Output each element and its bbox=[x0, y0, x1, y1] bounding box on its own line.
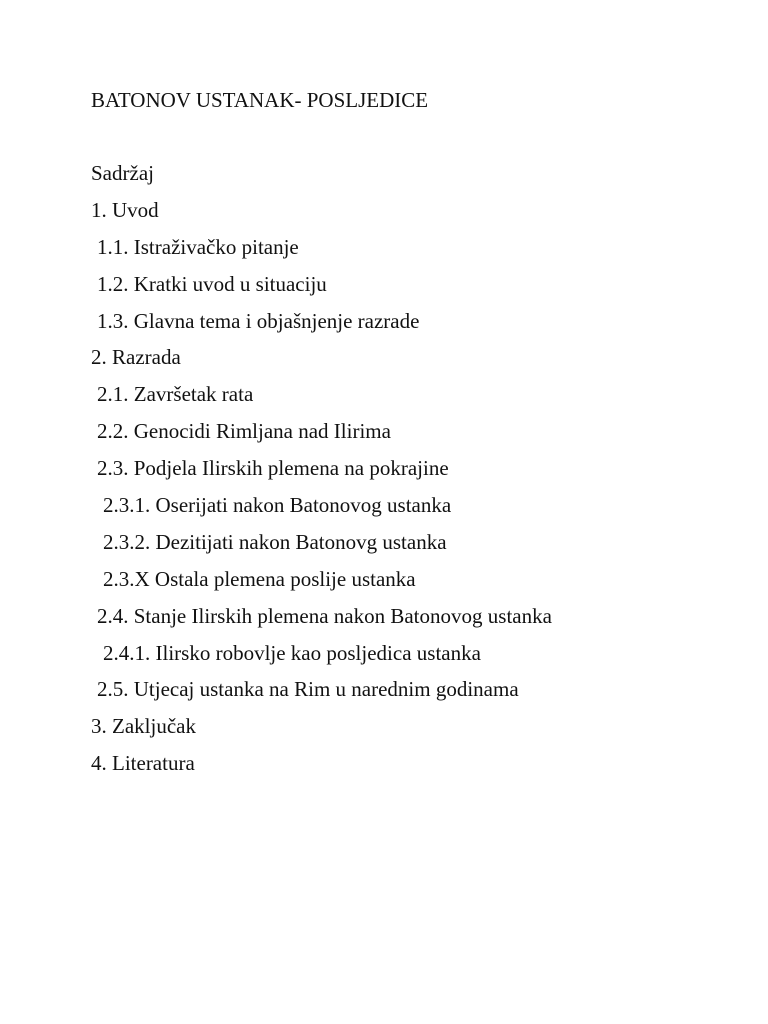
toc-item: 2.1. Završetak rata bbox=[97, 382, 254, 407]
toc-item: 1.3. Glavna tema i objašnjenje razrade bbox=[97, 308, 420, 333]
toc-item: 2.2. Genocidi Rimljana nad Ilirima bbox=[97, 419, 391, 444]
toc-item: 2.4.1. Ilirsko robovlje kao posljedica ustanka bbox=[103, 640, 481, 665]
toc-item: 2. Razrada bbox=[91, 345, 181, 370]
toc-item: 1.2. Kratki uvod u situaciju bbox=[97, 271, 327, 296]
toc-list bbox=[91, 194, 552, 784]
toc-item: 2.4. Stanje Ilirskih plemena nakon Batonovog ustanka bbox=[97, 603, 552, 628]
toc-item: 2.5. Utjecaj ustanka na Rim u narednim godinama bbox=[97, 677, 519, 702]
toc-item: 1. Uvod bbox=[91, 197, 159, 222]
toc-item: 4. Literatura bbox=[91, 751, 195, 776]
toc-item: 1.1. Istraživačko pitanje bbox=[97, 234, 299, 259]
toc-item: 2.3.X Ostala plemena poslije ustanka bbox=[103, 566, 416, 591]
table-of-contents bbox=[91, 157, 552, 784]
toc-item: 2.3. Podjela Ilirskih plemena na pokrajine bbox=[97, 456, 449, 481]
document-title: BATONOV USTANAK- POSLJEDICE bbox=[91, 88, 429, 112]
toc-item: 3. Zaključak bbox=[91, 714, 196, 739]
toc-item: 2.3.2. Dezitijati nakon Batonovg ustanka bbox=[103, 529, 447, 554]
toc-item: 2.3.1. Oserijati nakon Batonovog ustanka bbox=[103, 493, 452, 518]
toc-heading: Sadržaj bbox=[91, 161, 154, 185]
